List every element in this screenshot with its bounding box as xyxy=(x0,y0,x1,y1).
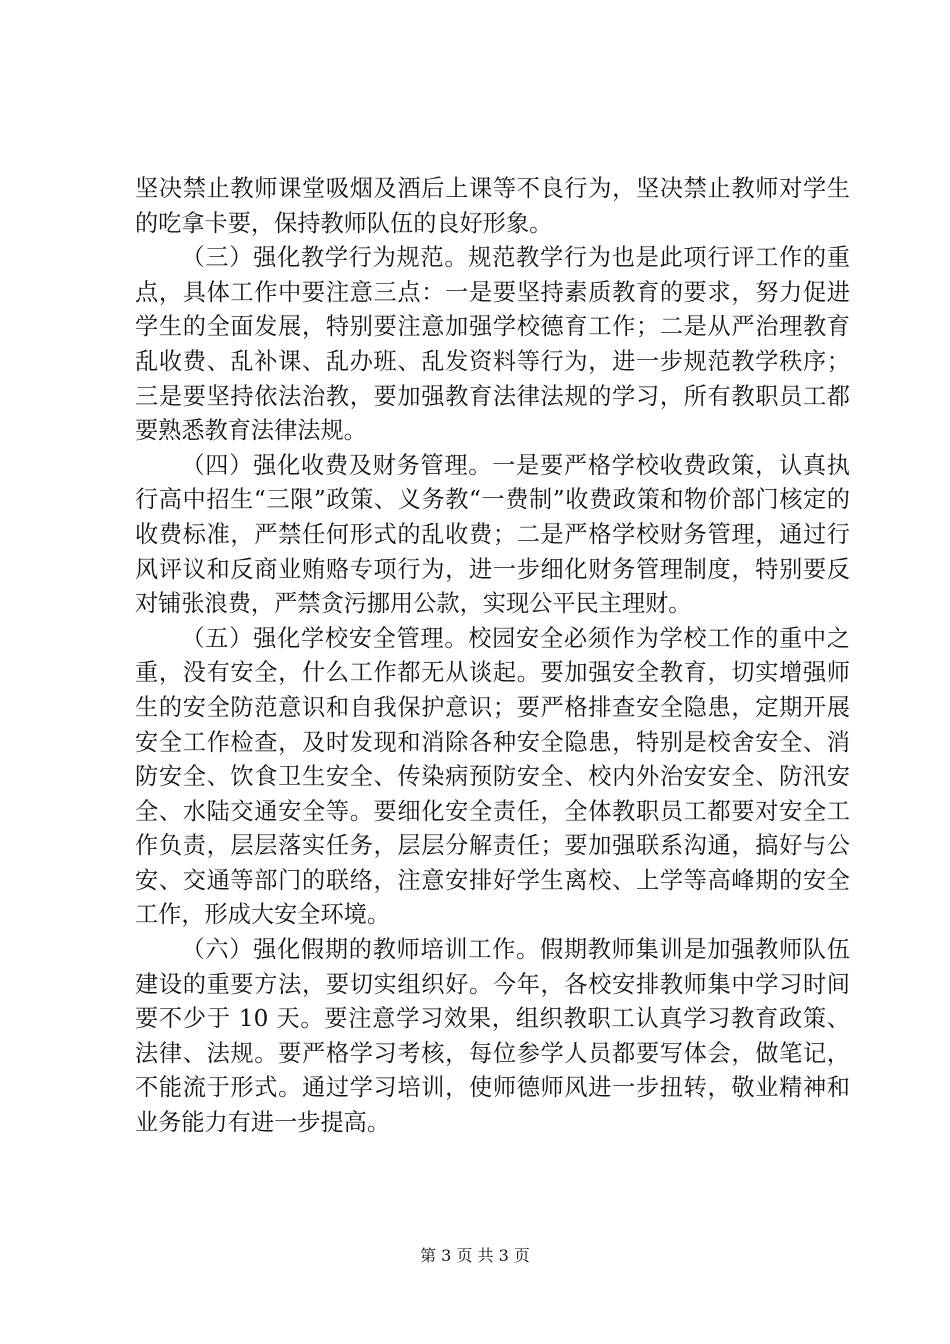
paragraph-section-6: （六）强化假期的教师培训工作。假期教师集训是加强教师队伍建设的重要方法，要切实组织好。今年，各校安排教师集中学习时间要不少于 10 天。要注意学习效果，组织教职工认真学习教育政策、法律、法规。要严格学习考核，每位参学人员都要写体会，做笔记，不能流于形式。通过学习培训，使师德师风进一步扭转，敬业精神和业务能力有进一步提高。 xyxy=(135,936,850,1137)
paragraph-section-4: （四）强化收费及财务管理。一是要严格学校收费政策，认真执行高中招生“三限”政策、义务教“一费制”收费政策和物价部门核定的收费标准，严禁任何形式的乱收费；二是严格学校财务管理，通过行风评议和反商业贿赂专项行为，进一步细化财务管理制度，特别要反对铺张浪费，严禁贪污挪用公款，实现公平民主理财。 xyxy=(135,451,850,618)
paragraph-section-5: （五）强化学校安全管理。校园安全必须作为学校工作的重中之重，没有安全，什么工作都无从谈起。要加强安全教育，切实增强师生的安全防范意识和自我保护意识；要严格排查安全隐患，定期开展安全工作检查，及时发现和消除各种安全隐患，特别是校舍安全、消防安全、饮食卫生安全、传染病预防安全、校内外治安安全、防汛安全、水陆交通安全等。要细化安全责任，全体教职员工都要对安全工作负责，层层落实任务，层层分解责任；要加强联系沟通，搞好与公安、交通等部门的联络，注意安排好学生离校、上学等高峰期的安全工作，形成大安全环境。 xyxy=(135,624,850,929)
paragraph-continuation: 坚决禁止教师课堂吸烟及酒后上课等不良行为，坚决禁止教师对学生的吃拿卡要，保持教师队伍的良好形象。 xyxy=(135,175,850,237)
page-footer: 第 3 页 共 3 页 xyxy=(420,1246,530,1265)
paragraph-section-3: （三）强化教学行为规范。规范教学行为也是此项行评工作的重点，具体工作中要注意三点：一是要坚持素质教育的要求，努力促进学生的全面发展，特别要注意加强学校德育工作；二是从严治理教育乱收费、乱补课、乱办班、乱发资料等行为，进一步规范教学秩序；三是要坚持依法治教，要加强教育法律法规的学习，所有教职员工都要熟悉教育法律法规。 xyxy=(135,244,850,445)
document-body xyxy=(135,172,850,1141)
